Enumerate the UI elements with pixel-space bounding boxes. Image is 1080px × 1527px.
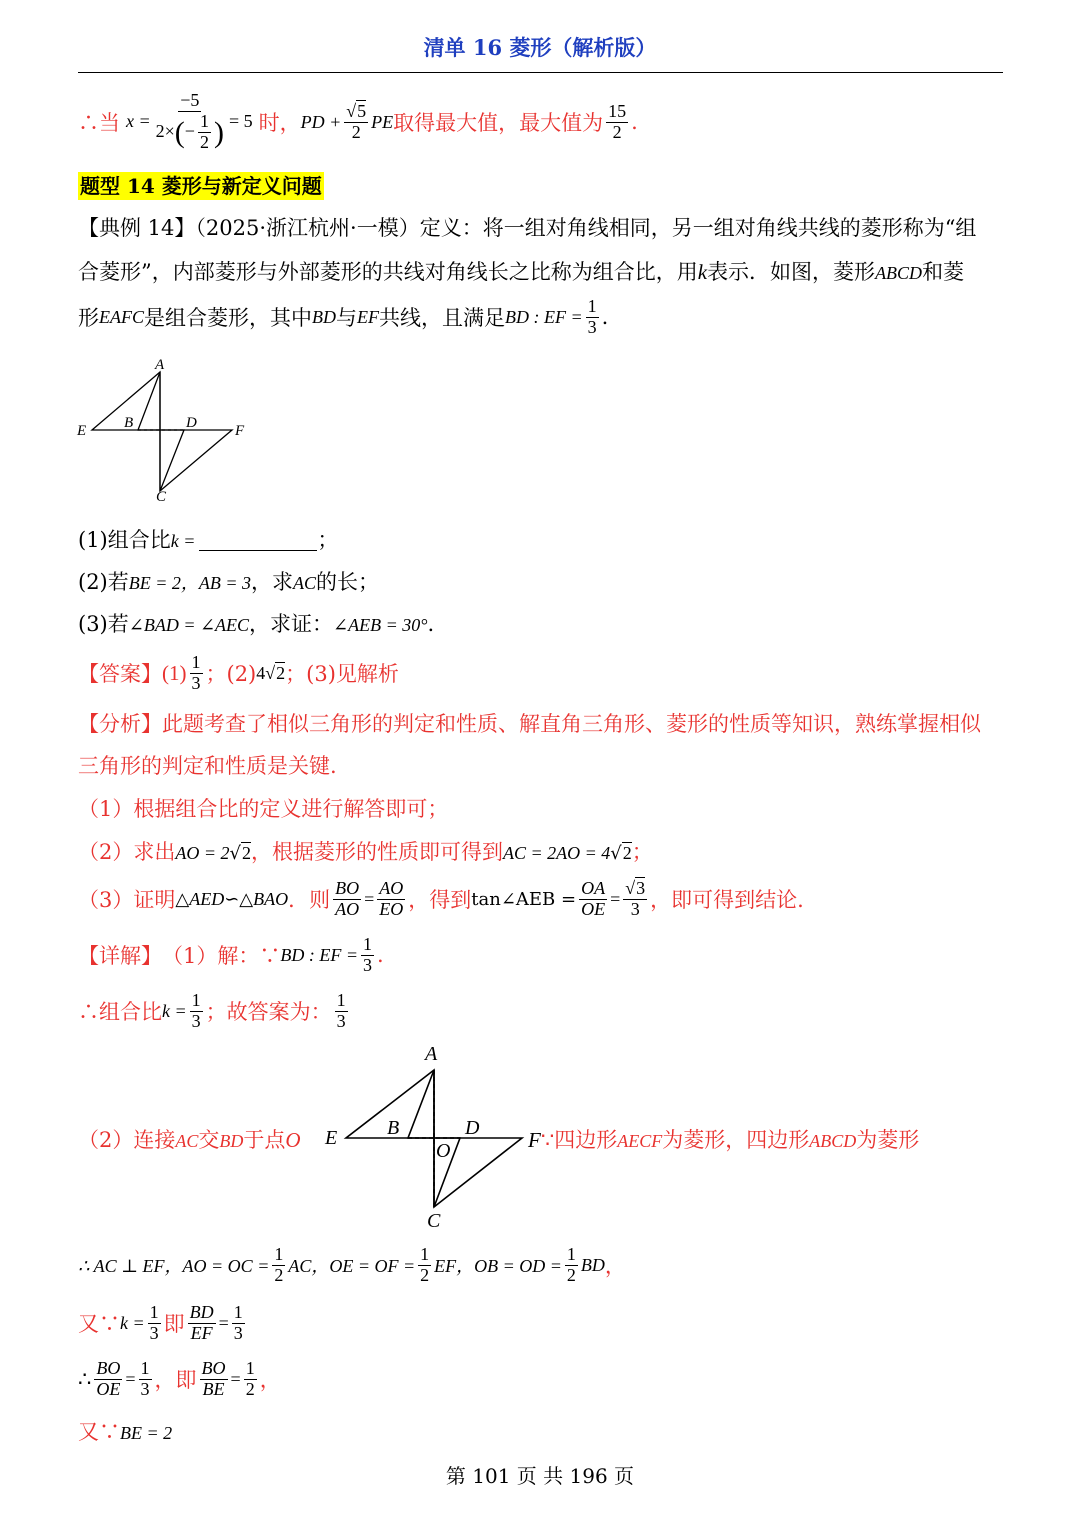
detail-line-4: ∴ AC ⊥ EF，AO = OC = $\frac{1}{2}$ AC，OE = OF = $\frac{1}{2}$ EF，OB = OD = $\frac{1}{2}$ BD ， [78,1243,626,1285]
label2-O: O [436,1140,451,1162]
max-value-line: ∴当 x = −5 2× ( − $\frac{1}{2}$ ) = 5 时， PD + $\frac{√5}{2}$ PE 取得最大值，最大值为 $\frac{15}{2}$ . [78,90,638,152]
problem-line-1: 【典例 14】（2025·浙江杭州·一模）定义：将一组对角线相同，另一组对角线共线的菱形称为“组 [78,216,977,240]
x-fraction: −5 2× ( − $\frac{1}{2}$ ) [155,90,224,152]
label-C: C [156,489,167,505]
analysis-line-2: 三角形的判定和性质是关键. [78,754,337,778]
label-D: D [186,415,197,431]
problem-line-2: 合菱形”，内部菱形与外部菱形的共线对角线长之比称为组合比，用k表示．如图，菱形ABCD和菱 [78,260,965,284]
label-A: A [155,357,165,373]
outer-rhombus [92,372,232,491]
header-rule [78,72,1003,73]
page-header-title: 清单 16 菱形（解析版） [423,35,657,60]
analysis-line-1: 【分析】此题考查了相似三角形的判定和性质、解直角三角形、菱形的性质等知识，熟练掌握相似 [78,712,981,736]
answer-line: 【答案】 (1) $\frac{1}{3}$ ；(2) 4√2 ；(3)见解析 [78,651,399,693]
detail-line-1: 【详解】 （1）解：∵ BD : EF = $\frac{1}{3}$ . [78,933,384,975]
rhombus-figure-1 [72,355,262,505]
label2-D: D [465,1117,480,1139]
detail-line-3-right: F∵四边形AECF为菱形，四边形ABCD为菱形 [528,1128,920,1152]
detail-line-7: 又∵BE = 2 [78,1420,173,1444]
detail-line-3-left: （2）连接AC交BD于点O [78,1128,301,1152]
detail-line-2: ∴组合比 k = $\frac{1}{3}$ ；故答案为： $\frac{1}{3}$ [78,989,346,1031]
analysis-step-3: （3）证明 △AED∽△BAO ．则 $\frac{BO}{AO}$ = $\frac{AO}{EO}$ ，得到 tan∠AEB = $\frac{OA}{OE}$ = $\frac{√3}{3}$ ，即可得到结论. [78,877,804,919]
answer-blank[interactable] [199,532,317,551]
question-2: (2)若BE = 2，AB = 3，求AC的长； [78,570,380,594]
question-3: (3)若∠BAD = ∠AEC，求证：∠AEB = 30°. [78,612,435,636]
label2-B: B [387,1117,400,1139]
label-F: F [235,423,245,439]
label-B: B [124,415,134,431]
label2-C: C [427,1210,441,1232]
inner-rhombus [138,372,184,491]
problem-line-3: 形 EAFC 是组合菱形，其中 BD 与 EF 共线，且满足 BD : EF = $\frac{1}{3}$ . [78,295,609,337]
label2-A: A [425,1043,438,1065]
question-1: (1)组合比k = ； [78,528,339,552]
detail-line-5: 又∵ k = $\frac{1}{3}$ 即 $\frac{BD}{EF}$ = $\frac{1}{3}$ [78,1301,243,1343]
page-footer: 第 101 页 共 196 页 [445,1464,635,1488]
rhombus-figure-2 [318,1040,538,1232]
label-E: E [77,423,87,439]
analysis-step-1: （1）根据组合比的定义进行解答即可； [78,797,449,821]
section-title: 题型 14 菱形与新定义问题 [80,174,322,198]
detail-line-6: ∴ $\frac{BO}{OE}$ = $\frac{1}{3}$ ，即 $\frac{BO}{BE}$ = $\frac{1}{2}$ ， [78,1357,281,1399]
label2-E: E [325,1127,338,1149]
analysis-step-2: （2）求出AO = 2√2，根据菱形的性质即可得到AC = 2AO = 4√2； [78,840,653,864]
